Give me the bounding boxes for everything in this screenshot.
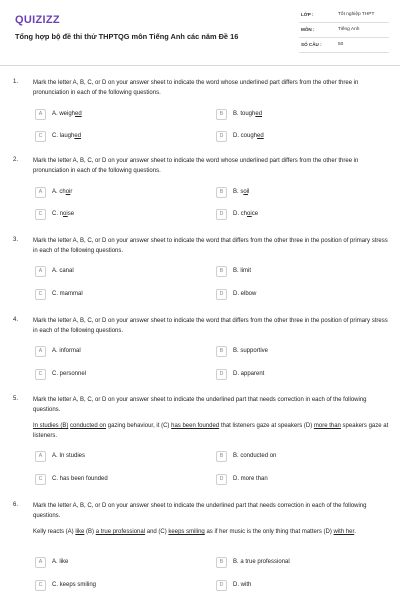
option-text: D. elbow: [233, 291, 257, 297]
option-text: D. with: [233, 582, 252, 588]
option-letter-box: C: [35, 209, 46, 220]
option-text: A. canal: [52, 268, 74, 274]
question-prompt: Mark the letter A, B, C, or D on your answer sheet to indicate the word whose underlined part differs from the other three in pronunciation in each of the following questions.: [33, 80, 359, 96]
option-c[interactable]: [35, 474, 195, 486]
option-b[interactable]: [216, 346, 376, 358]
option-letter-box: A: [35, 557, 46, 568]
option-c[interactable]: [35, 580, 195, 592]
option-a[interactable]: [35, 346, 195, 358]
option-letter-box: C: [35, 131, 46, 142]
option-text: A. like: [52, 559, 69, 565]
option-d[interactable]: [216, 289, 376, 301]
question-passage: Kelly reacts (A) like (B) a true professional and (C) keeps smiling as if her music is the only thing that matters (D) with her.: [33, 529, 356, 535]
option-text: B. limit: [233, 268, 251, 274]
meta-label: MÔN :: [301, 27, 315, 32]
option-b[interactable]: [216, 266, 376, 278]
option-text: B. a true professional: [233, 559, 290, 565]
option-text: C. noise: [52, 211, 75, 217]
option-b[interactable]: [216, 109, 376, 121]
option-text: D. coughed: [233, 133, 264, 139]
option-letter-box: D: [216, 369, 227, 380]
option-letter-box: D: [216, 289, 227, 300]
option-letter-box: B: [216, 451, 227, 462]
question-number: 1.: [13, 79, 19, 85]
option-letter-box: D: [216, 209, 227, 220]
option-b[interactable]: [216, 451, 376, 463]
question-prompt: Mark the letter A, B, C, or D on your answer sheet to indicate the word whose underlined part differs from the other three in pronunciation in each of the following questions.: [33, 158, 359, 174]
option-a[interactable]: [35, 557, 195, 569]
worksheet-header: [0, 0, 400, 66]
option-c[interactable]: [35, 209, 195, 221]
question-prompt: Mark the letter A, B, C, or D on your answer sheet to indicate the underlined part that needs correction in each of the following questions.: [33, 397, 367, 413]
option-letter-box: A: [35, 266, 46, 277]
option-letter-box: B: [216, 109, 227, 120]
option-letter-box: B: [216, 187, 227, 198]
option-text: C. keeps smiling: [52, 582, 97, 588]
option-letter-box: C: [35, 474, 46, 485]
option-d[interactable]: [216, 131, 376, 143]
option-text: C. mammal: [52, 291, 83, 297]
meta-table: [299, 8, 389, 53]
question-number: 4.: [13, 317, 19, 323]
option-letter-box: C: [35, 289, 46, 300]
meta-label: SỐ CÂU :: [301, 42, 322, 47]
option-letter-box: B: [216, 266, 227, 277]
option-a[interactable]: [35, 451, 195, 463]
document-title: Tổng hợp bộ đề thi thử THPTQG môn Tiếng Anh các năm Đề 16: [15, 32, 239, 41]
question-prompt: Mark the letter A, B, C, or D on your answer sheet to indicate the word that differs from the other three in the position of primary stress in each of the following questions.: [33, 238, 388, 254]
option-letter-box: D: [216, 580, 227, 591]
option-text: A. weighed: [52, 111, 82, 117]
option-letter-box: A: [35, 451, 46, 462]
option-text: C. laughed: [52, 133, 82, 139]
question-number: 5.: [13, 396, 19, 402]
option-letter-box: A: [35, 346, 46, 357]
option-text: B. conducted on: [233, 453, 277, 459]
option-c[interactable]: [35, 131, 195, 143]
quizizz-logo: QUIZIZZ: [15, 14, 60, 26]
option-letter-box: B: [216, 346, 227, 357]
question-number: 2.: [13, 157, 19, 163]
option-text: D. apparent: [233, 371, 265, 377]
option-letter-box: D: [216, 474, 227, 485]
option-d[interactable]: [216, 474, 376, 486]
option-b[interactable]: [216, 187, 376, 199]
option-letter-box: A: [35, 187, 46, 198]
meta-label: LỚP :: [301, 12, 314, 17]
option-text: A. informal: [52, 348, 81, 354]
meta-row-class: [299, 8, 389, 23]
meta-row-subject: [299, 23, 389, 38]
option-text: A. choir: [52, 189, 73, 195]
option-text: B. supportive: [233, 348, 269, 354]
meta-value: 50: [338, 42, 344, 47]
option-letter-box: B: [216, 557, 227, 568]
option-a[interactable]: [35, 109, 195, 121]
question-passage: In studies (B) conducted on gazing behaviour, it (C) has been founded that listeners gaze at speakers (D) more than speakers gaze at listeners.: [33, 423, 389, 439]
question-prompt: Mark the letter A, B, C, or D on your answer sheet to indicate the underlined part that needs correction in each of the following questions.: [33, 503, 367, 519]
meta-value: Tốt nghiệp THPT: [338, 12, 375, 17]
option-b[interactable]: [216, 557, 376, 569]
option-text: B. soil: [233, 189, 250, 195]
meta-row-question-count: [299, 38, 389, 53]
option-c[interactable]: [35, 289, 195, 301]
option-letter-box: C: [35, 580, 46, 591]
option-letter-box: A: [35, 109, 46, 120]
option-text: C. has been founded: [52, 476, 108, 482]
option-text: D. choice: [233, 211, 259, 217]
option-a[interactable]: [35, 266, 195, 278]
question-number: 6.: [13, 502, 19, 508]
question-prompt: Mark the letter A, B, C, or D on your answer sheet to indicate the word that differs from the other three in the position of primary stress in each of the following questions.: [33, 318, 388, 334]
option-text: C. personnel: [52, 371, 87, 377]
option-text: D. more than: [233, 476, 268, 482]
option-d[interactable]: [216, 209, 376, 221]
question-number: 3.: [13, 237, 19, 243]
option-letter-box: C: [35, 369, 46, 380]
option-c[interactable]: [35, 369, 195, 381]
option-text: A. In studies: [52, 453, 86, 459]
option-d[interactable]: [216, 369, 376, 381]
option-a[interactable]: [35, 187, 195, 199]
option-letter-box: D: [216, 131, 227, 142]
option-text: B. toughed: [233, 111, 263, 117]
meta-value: Tiếng Anh: [338, 27, 360, 32]
option-d[interactable]: [216, 580, 376, 592]
